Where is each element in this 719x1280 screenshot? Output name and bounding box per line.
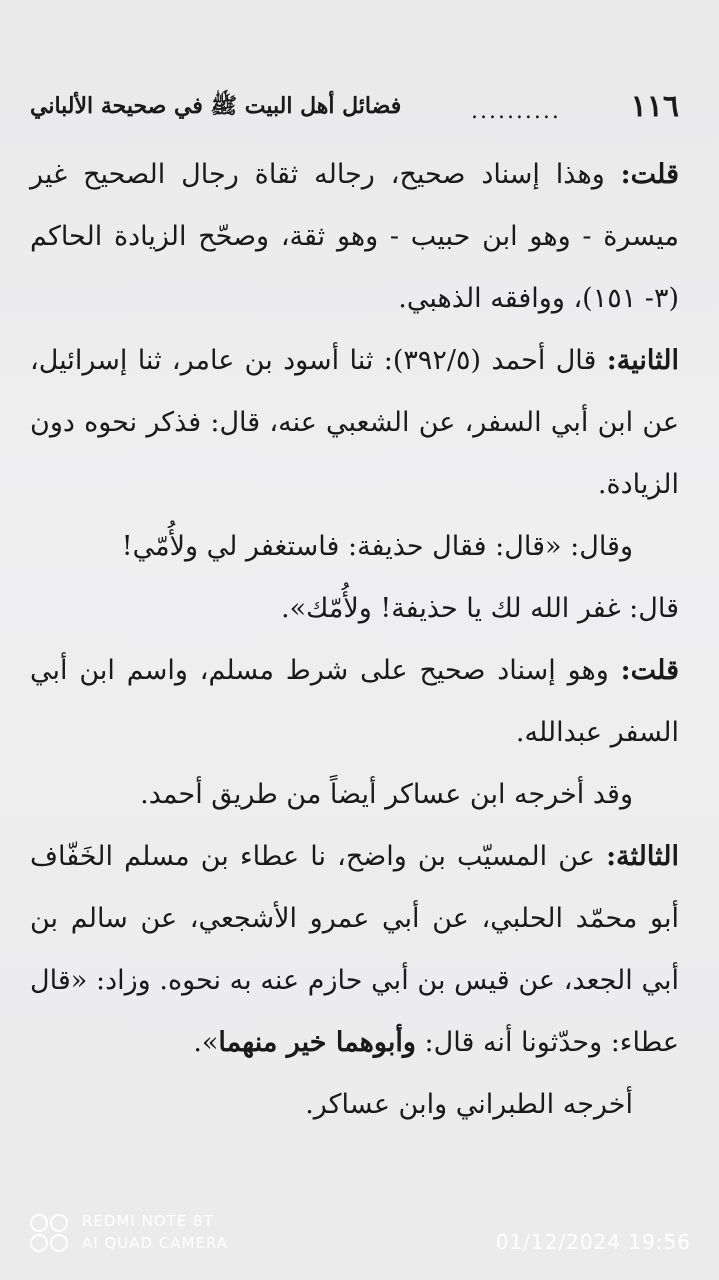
paragraph-lead: الثانية: [606,345,680,376]
page-number: ١١٦ [630,89,679,124]
paragraph-text: قال: غفر الله لك يا حذيفة! ولأُمّك». [281,593,679,624]
camera-logo-icon [30,1214,70,1254]
leader-dots: .......... [470,99,561,124]
camera-watermark [0,1200,719,1280]
running-title: فضائل أهل البيت ﷺ في صحيحة الألباني [30,93,402,119]
paragraph-6 [30,764,679,826]
photo-datetime: 01/12/2024 19:56 [495,1230,691,1254]
paragraph-text: وهذا إسناد صحيح، رجاله ثقاة رجال الصحيح غير ميسرة - وهو ابن حبيب - وهو ثقة، وصحّح الزيادة الحاكم (٣- ١٥١)، ووافقه الذهبي. [30,159,679,314]
paragraph-5 [30,640,679,764]
paragraph-text: وقال: «قال: فقال حذيفة: فاستغفر لي ولأُمّي! [121,531,633,562]
paragraph-tail: ». [193,1027,219,1058]
paragraph-2 [30,330,679,516]
paragraph-text: أخرجه الطبراني وابن عساكر. [305,1089,633,1120]
paragraph-4 [30,578,679,640]
paragraph-1 [30,144,679,330]
paragraph-text: وهو إسناد صحيح على شرط مسلم، واسم ابن أبي السفر عبدالله. [30,655,679,748]
page-body [30,144,679,1136]
camera-model-line1: REDMI NOTE 8T [82,1212,214,1230]
paragraph-lead: الثالثة: [606,841,679,872]
paragraph-text: قال أحمد (٣٩٢/٥): ثنا أسود بن عامر، ثنا إسرائيل، عن ابن أبي السفر، عن الشعبي عنه، قال: فذكر نحوه دون الزيادة. [30,345,679,500]
paragraph-lead: قلت: [620,159,679,190]
paragraph-text: عن المسيّب بن واضح، نا عطاء بن مسلم الخَفّاف أبو محمّد الحلبي، عن أبي عمرو الأشجعي، عن سالم بن أبي الجعد، عن قيس بن أبي حازم عنه به نحوه. وزاد: «قال عطاء: وحدّثونا أنه قال: [30,841,679,1058]
paragraph-text: وقد أخرجه ابن عساكر أيضاً من طريق أحمد. [140,779,633,810]
emphasized-quote: وأبوهما خير منهما [218,1027,416,1058]
paragraph-8 [30,1074,679,1136]
paragraph-3 [30,516,679,578]
camera-model-line2: AI QUAD CAMERA [82,1234,229,1252]
page-header [30,80,679,124]
paragraph-7 [30,826,679,1074]
camera-model [82,1210,228,1254]
paragraph-lead: قلت: [620,655,679,686]
